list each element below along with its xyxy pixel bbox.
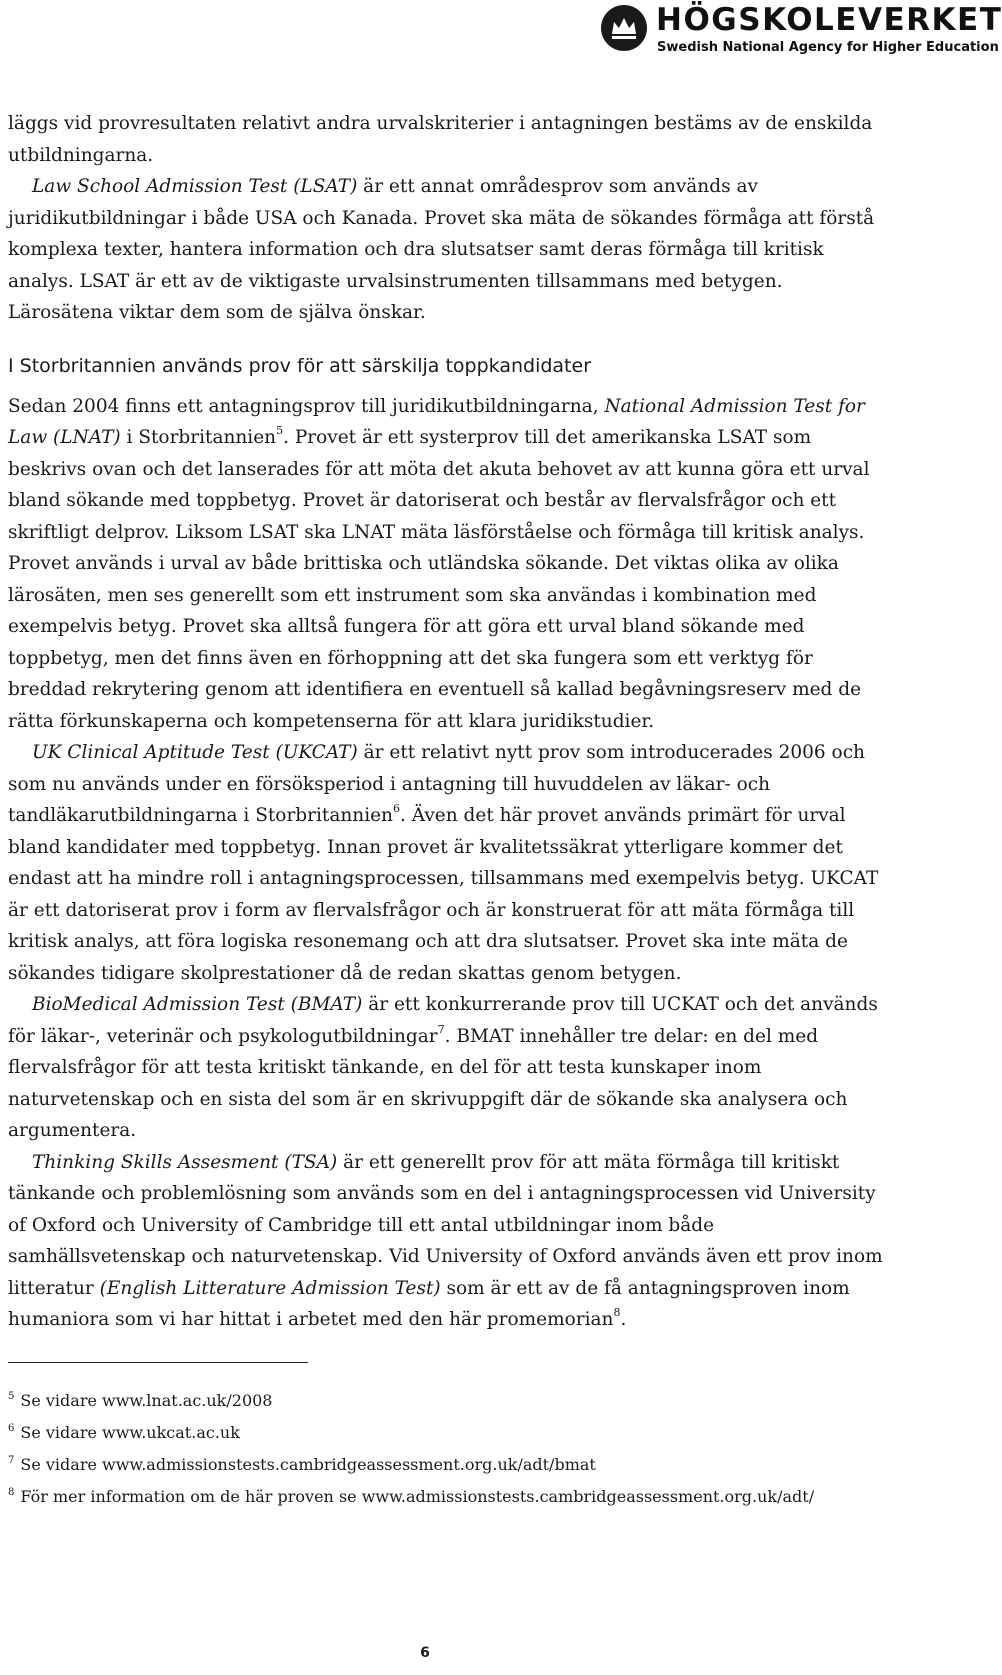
page-header — [0, 0, 1002, 70]
test-name: National Admission Test for Law (LNAT) — [8, 395, 865, 448]
paragraph-lsat: Law School Admission Test (LSAT) är ett annat områdesprov som används av juridikutbildningar i både USA och Kanada. Provet ska mäta de sökandes förmåga att förstå komplexa texter, hantera information och dra slutsatser samt deras förmåga till kritisk analys. LSAT är ett av de viktigaste urvalsinstrumenten tillsammans med betygen. Lärosätena viktar dem som de själva önskar. — [8, 176, 875, 323]
hogskoleverket-logo — [600, 2, 1002, 60]
page-number: 6 — [420, 1645, 430, 1661]
footnote-ref[interactable]: 8 — [613, 1306, 621, 1319]
org-subtitle: Swedish National Agency for Higher Education — [657, 40, 999, 55]
footnote-item: $^7$ Se vidare www.admissionstests.cambridgeassessment.org.uk/adt/bmat — [8, 1455, 596, 1474]
paragraph-lnat: Sedan 2004 finns ett antagningsprov till juridikutbildningarna, National Admission Test for Law (LNAT) i Storbritannien$^5$. Provet är ett systerprov till det amerikanska LSAT som beskrivs ovan och det lanserades för att möta det akuta behovet av att kunna göra ett urval bland sökande med toppbetyg. Provet är datoriserat och består av flervalsfrågor och ett skriftligt delprov. Liksom LSAT ska LNAT mäta läsförståelse och förmåga till kritisk analys. Provet används i urval av både brittiska och utländska sökande. Det viktas olika av olika lärosäten, men ses generellt som ett instrument som ska användas i kombination med exempelvis betyg. Provet ska alltså fungera för att göra ett urval bland sökande med toppbetyg, men det finns även en förhoppning att det ska fungera som ett verktyg för breddad rekrytering genom att identifiera en eventuell så kallad begåvningsreserv med de rätta förkunskaperna och kompetenserna för att klara juridikstudier. — [8, 395, 870, 732]
footnote-ref[interactable]: 6 — [392, 802, 400, 815]
footnote-item: $^5$ Se vidare www.lnat.ac.uk/2008 — [8, 1391, 273, 1410]
paragraph: läggs vid provresultaten relativt andra urvalskriterier i antagningen bestäms av de enskilda utbildningarna. — [8, 113, 873, 166]
test-name: BioMedical Admission Test (BMAT) — [32, 994, 363, 1015]
crown-emblem-icon — [600, 4, 648, 52]
section-heading: I Storbritannien används prov för att särskilja toppkandidater — [8, 354, 592, 377]
footnote-text[interactable]: Se vidare www.lnat.ac.uk/2008 — [20, 1391, 273, 1410]
test-name: (English Litterature Admission Test) — [99, 1277, 441, 1299]
footnotes — [8, 1385, 908, 1513]
body-text — [8, 108, 888, 1336]
paragraph-ukcat: UK Clinical Aptitude Test (UKCAT) är ett relativt nytt prov som introducerades 2006 och som nu används under en försöksperiod i antagning till huvuddelen av läkar- och tandläkarutbildningarna i Storbritannien$^6$. Även det här provet används primärt för urval bland kandidater med toppbetyg. Innan provet är kvalitetssäkrat ytterligare kommer det endast att ha mindre roll i antagningsprocessen, tillsammans med exempelvis betyg. UKCAT är ett datoriserat prov i form av flervalsfrågor och är konstruerat för att mäta förmåga till kritisk analys, att föra logiska resonemang och att dra slutsatser. Provet ska inte mäta de sökandes tidigare skolprestationer då de redan skattas genom betygen. — [8, 742, 879, 984]
footnote-ref[interactable]: 7 — [437, 1022, 445, 1036]
paragraph-bmat: BioMedical Admission Test (BMAT) är ett konkurrerande prov till UCKAT och det används för läkar-, veterinär och psykologutbildningar$^7$. BMAT innehåller tre delar: en del med flervalsfrågor för att testa kritiskt tänkande, en del för att testa kunskaper inom naturvetenskap och en sista del som är en skrivuppgift där de sökande ska analysera och argumentera. — [8, 994, 878, 1141]
footnote-text[interactable]: För mer information om de här proven se www.admissionstests.cambridgeassessment.org.uk/adt/ — [20, 1487, 815, 1506]
footnote-text[interactable]: Se vidare www.ukcat.ac.uk — [20, 1423, 240, 1442]
footnote-item: $^8$ För mer information om de här proven se www.admissionstests.cambridgeassessment.org.uk/adt/ — [8, 1487, 815, 1506]
footnote-divider — [8, 1362, 308, 1363]
test-name: Thinking Skills Assesment (TSA) — [32, 1151, 338, 1173]
footnote-ref[interactable]: 5 — [276, 424, 284, 437]
test-name: UK Clinical Aptitude Test (UKCAT) — [32, 742, 358, 763]
footnote-item: $^6$ Se vidare www.ukcat.ac.uk — [8, 1423, 240, 1442]
footnote-text[interactable]: Se vidare www.admissionstests.cambridgeassessment.org.uk/adt/bmat — [20, 1455, 596, 1474]
test-name: Law School Admission Test (LSAT) — [32, 176, 358, 197]
paragraph-tsa: Thinking Skills Assesment (TSA) är ett generellt prov för att mäta förmåga till kritiskt tänkande och problemlösning som används som en del i antagningsprocessen vid University of Oxford och University of Cambridge till ett antal utbildningar inom både samhällsvetenskap och naturvetenskap. Vid University of Oxford används även ett prov inom litteratur (English Litterature Admission Test) som är ett av de få antagningsproven inom humaniora som vi har hittat i arbetet med den här promemorian$^8$. — [8, 1151, 883, 1330]
org-name: HÖGSKOLEVERKET — [656, 2, 1002, 38]
